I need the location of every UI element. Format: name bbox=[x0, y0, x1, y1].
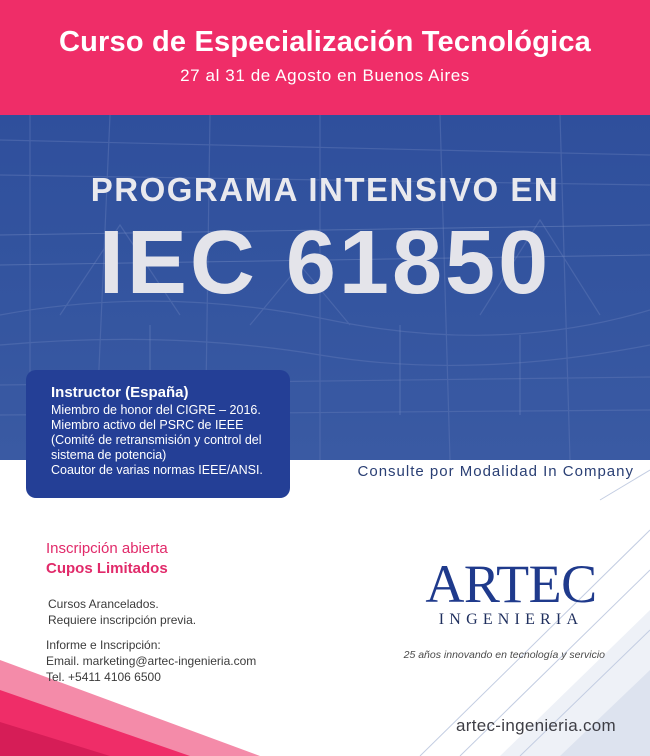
instructor-line: (Comité de retransmisión y control del bbox=[51, 433, 262, 447]
header-band bbox=[0, 0, 650, 115]
website-url: artec-ingenieria.com bbox=[455, 716, 616, 735]
course-dates: 27 al 31 de Agosto en Buenos Aires bbox=[180, 66, 470, 85]
standard-name: IEC 61850 bbox=[98, 213, 552, 313]
fees-info bbox=[48, 596, 196, 628]
artec-logo-subtitle: INGENIERIA bbox=[438, 611, 584, 628]
fees-line: Requiere inscripción previa. bbox=[48, 613, 197, 627]
contact-info bbox=[46, 637, 256, 685]
instructor-line: Coautor de varias normas IEEE/ANSI. bbox=[51, 463, 263, 477]
contact-title: Informe e Inscripción: bbox=[46, 638, 161, 652]
company-tagline: 25 años innovando en tecnología y servicio bbox=[403, 649, 605, 661]
instructor-title: Instructor (España) bbox=[51, 384, 189, 401]
artec-logo-name: ARTEC bbox=[425, 554, 597, 614]
registration-open: Inscripción abierta bbox=[46, 540, 168, 557]
contact-phone: Tel. +5411 4106 6500 bbox=[46, 670, 161, 684]
in-company-note: Consulte por Modalidad In Company bbox=[357, 463, 634, 480]
instructor-line: Miembro activo del PSRC de IEEE bbox=[51, 418, 244, 432]
instructor-line: Miembro de honor del CIGRE – 2016. bbox=[51, 403, 261, 417]
instructor-line: sistema de potencia) bbox=[51, 448, 167, 462]
instructor-box bbox=[26, 370, 290, 498]
limited-seats: Cupos Limitados bbox=[46, 560, 168, 577]
course-title: Curso de Especialización Tecnológica bbox=[58, 26, 592, 58]
contact-email: Email. marketing@artec-ingenieria.com bbox=[46, 654, 257, 668]
fees-line: Cursos Arancelados. bbox=[48, 597, 159, 611]
program-heading: PROGRAMA INTENSIVO EN bbox=[90, 171, 560, 208]
